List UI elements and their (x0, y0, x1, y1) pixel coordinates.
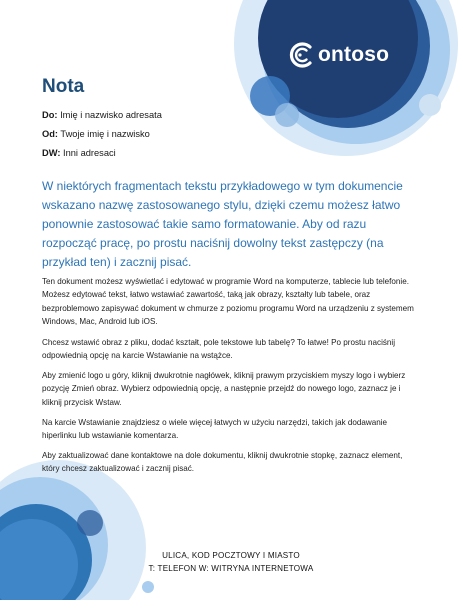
logo-text: ontoso (318, 43, 390, 66)
from-label: Od: (42, 129, 59, 139)
from-value: Twoje imię i nazwisko (58, 129, 150, 139)
contoso-c-logo-icon (286, 40, 316, 70)
cc-value: Inni adresaci (60, 148, 116, 158)
cc-label: DW: (42, 148, 61, 158)
cc-line[interactable] (42, 148, 116, 158)
body-paragraph[interactable]: Aby zmienić logo u góry, kliknij dwukrotnie nagłówek, kliknij prawym przyciskiem myszy logo i wybierz pozycję Zmień obraz. Wybierz odpowiednią opcję, a następnie przejdź do nowego logo, zaznacz je i kliknij przycisk Wstaw. (42, 371, 406, 407)
body-paragraph[interactable]: Na karcie Wstawianie znajdziesz o wiele więcej łatwych w użyciu narzędzi, takich jak dodawanie hiperlinku lub wstawianie komentarza. (42, 418, 388, 441)
contoso-logo[interactable] (286, 38, 396, 72)
bottom-tiny-circle (142, 581, 154, 593)
body-paragraph[interactable]: Chcesz wstawić obraz z pliku, dodać kształt, pole tekstowe lub tabelę? To łatwe! Po prostu naciśnij odpowiednią opcję na karcie Wstawianie na wstążce. (42, 338, 396, 361)
from-line[interactable] (42, 129, 150, 139)
to-value: Imię i nazwisko adresata (57, 110, 162, 120)
footer-contact[interactable]: T: TELEFON W: WITRYNA INTERNETOWA (148, 564, 314, 573)
lead-paragraph[interactable]: W niektórych fragmentach tekstu przykładowego w tym dokumencie wskazano nazwę zastosowanego stylu, dzięki czemu możesz łatwo ponownie zastosować takie samo formatowanie. Aby od razu rozpocząć pracę, po prostu naciśnij dowolny tekst zastępczy (na przykład ten) i zacznij pisać. (42, 179, 403, 269)
small-light-circle (275, 103, 299, 127)
to-label: Do: (42, 110, 58, 120)
footer-address[interactable]: ULICA, KOD POCZTOWY I MIASTO (162, 551, 300, 560)
tiny-pale-circle (419, 94, 441, 116)
bottom-small-dark-circle (77, 510, 103, 536)
to-line[interactable] (42, 110, 162, 120)
body-paragraph[interactable]: Ten dokument możesz wyświetlać i edytować w programie Word na komputerze, tablecie lub telefonie. Możesz edytować tekst, łatwo wstawiać zawartość, taką jak obrazy, kształty lub tabele, oraz bezproblemowo zapisywać dokument w chmurze z poziomu programu Word na urządzeniu z systemem Windows, Mac, Android lub iOS. (42, 277, 414, 326)
memo-title: Nota (42, 76, 85, 97)
body-paragraph[interactable]: Aby zaktualizować dane kontaktowe na dole dokumentu, kliknij dwukrotnie stopkę, zaznacz element, który chcesz zaktualizować i zacznij pisać. (42, 451, 403, 474)
